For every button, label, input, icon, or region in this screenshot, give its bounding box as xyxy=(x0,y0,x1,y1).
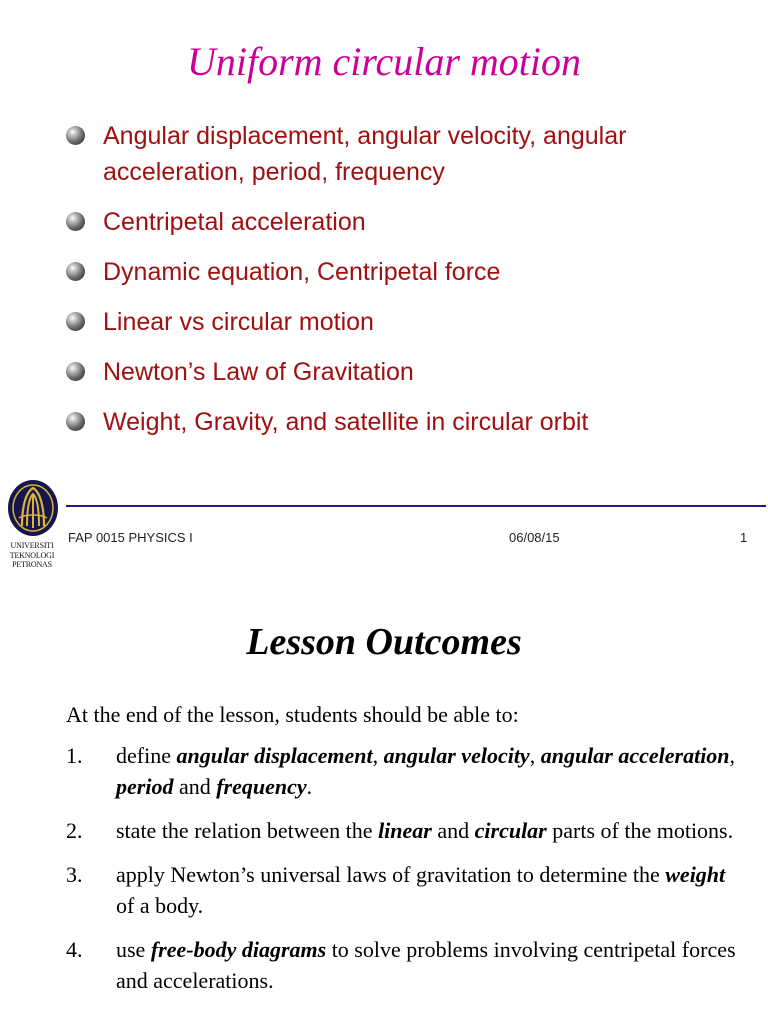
outcome-text: of a body. xyxy=(116,893,204,918)
outcome-text: . xyxy=(306,774,313,799)
bullet-icon xyxy=(66,262,85,281)
outcome-text: define xyxy=(116,743,177,768)
bullet-icon xyxy=(66,126,85,145)
outcome-text: to solve problems involving centripetal forces and accelerations. xyxy=(116,937,736,993)
emphasized-term: frequency xyxy=(216,774,307,799)
outcome-item xyxy=(66,934,746,996)
outcome-number: 1. xyxy=(66,743,83,768)
footer-page-number: 1 xyxy=(740,530,748,545)
list-item xyxy=(66,118,746,190)
outcome-text: , xyxy=(372,743,384,768)
outcome-text: parts of the motions. xyxy=(546,818,734,843)
bullet-text: Linear vs circular motion xyxy=(103,308,374,336)
outcome-item xyxy=(66,859,746,921)
outcome-text: and xyxy=(431,818,475,843)
footer-date: 06/08/15 xyxy=(509,530,560,545)
list-item xyxy=(66,304,746,340)
bullet-text: Centripetal acceleration xyxy=(103,208,366,236)
list-item xyxy=(66,254,746,290)
outcome-number: 2. xyxy=(66,818,83,843)
emphasized-term: angular displacement xyxy=(176,743,373,768)
bullet-icon xyxy=(66,212,85,231)
outcome-item xyxy=(66,815,746,846)
emphasized-term: period xyxy=(116,774,174,799)
bullet-text: Dynamic equation, Centripetal force xyxy=(103,258,501,286)
emphasized-term: angular acceleration xyxy=(540,743,730,768)
outcome-text: state the relation between the xyxy=(116,818,379,843)
slide-title: Uniform circular motion xyxy=(186,39,582,84)
bullet-icon xyxy=(66,412,85,431)
topic-list xyxy=(66,118,746,454)
outcome-item xyxy=(66,740,746,802)
outcome-number: 3. xyxy=(66,862,83,887)
list-item xyxy=(66,354,746,390)
emphasized-term: linear xyxy=(378,818,432,843)
outcome-text: use xyxy=(116,937,151,962)
emphasized-term: angular velocity xyxy=(383,743,530,768)
outcome-text: and xyxy=(173,774,217,799)
bullet-icon xyxy=(66,362,85,381)
university-name: UNIVERSITI TEKNOLOGI PETRONAS xyxy=(9,541,55,569)
outcome-text: , xyxy=(729,743,736,768)
list-item xyxy=(66,204,746,240)
bullet-text: Weight, Gravity, and satellite in circular orbit xyxy=(103,408,589,436)
outcome-text: , xyxy=(529,743,541,768)
emphasized-term: free-body diagrams xyxy=(150,937,327,962)
emphasized-term: weight xyxy=(665,862,726,887)
utp-logo-icon xyxy=(5,478,61,538)
slide-2 xyxy=(0,582,768,1024)
footer-divider xyxy=(66,505,766,507)
bullet-icon xyxy=(66,312,85,331)
outcome-text: apply Newton’s universal laws of gravitation to determine the xyxy=(116,862,666,887)
outcome-number: 4. xyxy=(66,937,83,962)
slide-title: Lesson Outcomes xyxy=(246,621,522,663)
list-item xyxy=(66,404,746,440)
intro-text: At the end of the lesson, students should be able to: xyxy=(66,702,519,727)
footer-course: FAP 0015 PHYSICS I xyxy=(68,530,193,545)
bullet-text: Angular displacement, angular velocity, angular acceleration, period, frequency xyxy=(103,122,627,186)
emphasized-term: circular xyxy=(474,818,547,843)
bullet-text: Newton’s Law of Gravitation xyxy=(103,358,414,386)
outcome-list xyxy=(66,740,746,1009)
